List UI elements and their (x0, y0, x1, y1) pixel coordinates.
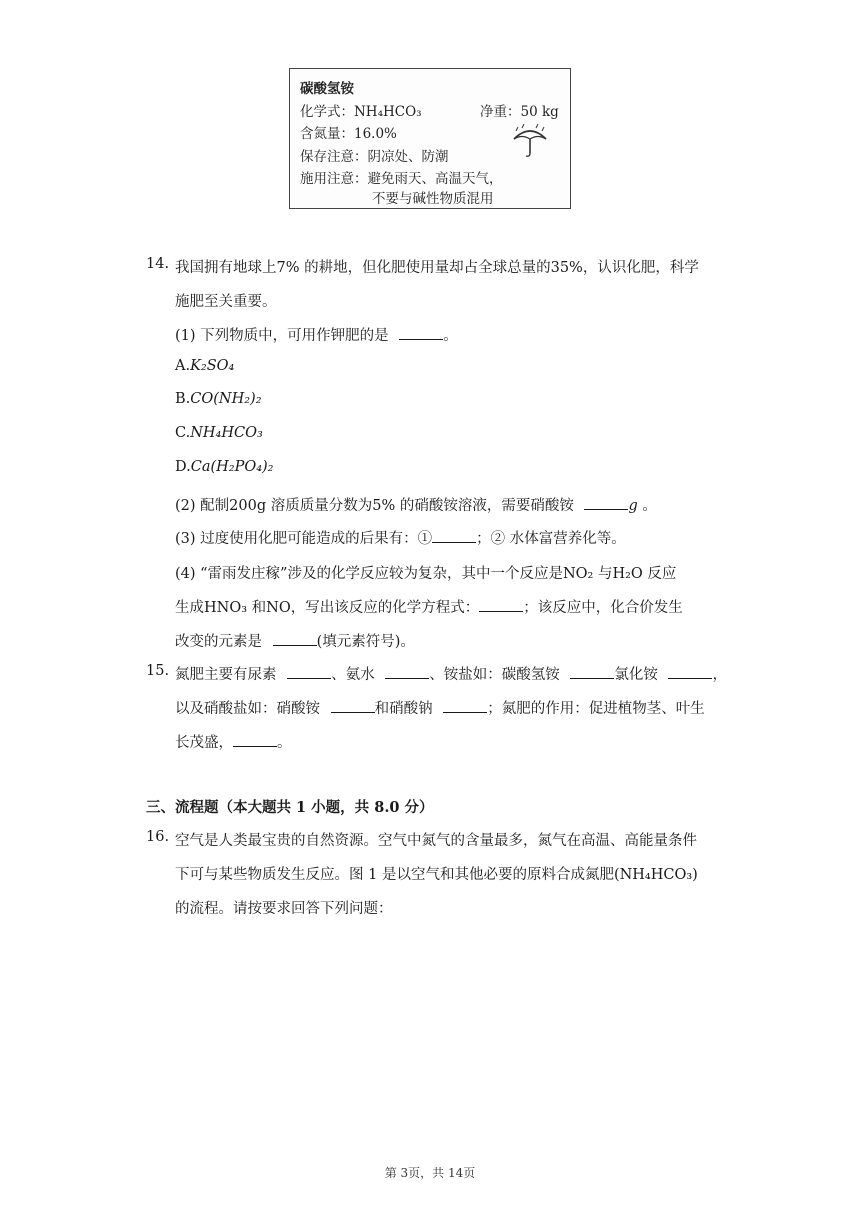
q15-text-f: 以及硝酸盐如：硝酸铵 (175, 701, 320, 717)
q14-part2 (175, 494, 657, 515)
q14-part1-text: (1) 下列物质中，可用作钾肥的是 (175, 328, 389, 344)
q14-part4-text-c: 改变的元素是 (175, 634, 262, 650)
q15-line3 (175, 731, 292, 752)
label-storage: 保存注意：阴凉处、防潮 (300, 149, 449, 165)
q14-part4-text-b: ；该反应中，化合价发生 (523, 600, 683, 616)
answer-blank[interactable] (479, 597, 523, 612)
answer-blank[interactable] (443, 698, 487, 713)
question-15-number: 15. (146, 663, 170, 679)
label-usage-line2: 不要与碱性物质混用 (372, 191, 494, 207)
label-formula: 化学式：NH₄HCO₃ (300, 104, 422, 120)
q15-text-g: 和硝酸钠 (374, 701, 433, 717)
q14-part1 (175, 324, 458, 345)
option-a-label: A. (175, 358, 191, 374)
q14-part2-text: (2) 配制200g 溶质质量分数为5% 的硝酸铵溶液，需要硝酸铵 (175, 498, 574, 514)
answer-blank[interactable] (432, 528, 476, 543)
answer-blank[interactable] (668, 664, 712, 679)
q14-part2-end: 。 (642, 498, 657, 514)
q15-text-h: ；氮肥的作用：促进植物茎、叶生 (487, 701, 705, 717)
option-c-label: C. (175, 425, 191, 441)
fertilizer-label-card (289, 68, 571, 209)
q15-text-c: 、铵盐如：碳酸氢铵 (429, 667, 560, 683)
question-14-number: 14. (146, 256, 170, 272)
q14-stem-line2: 施肥至关重要。 (175, 294, 277, 310)
option-d-label: D. (175, 459, 191, 475)
answer-blank[interactable] (584, 495, 628, 510)
option-a-formula: K₂SO₄ (190, 358, 235, 374)
answer-blank[interactable] (570, 664, 614, 679)
option-c-formula: NH₄HCO₃ (190, 425, 263, 441)
page-footer: 第 3页，共 14页 (384, 1166, 476, 1180)
q14-option-c[interactable] (175, 425, 263, 441)
q14-part2-unit: g (628, 498, 638, 514)
q15-line1 (175, 663, 727, 684)
option-b-formula: CO(NH₂)₂ (190, 391, 262, 407)
answer-blank[interactable] (331, 698, 375, 713)
label-title: 碳酸氢铵 (300, 81, 354, 97)
q16-line3: 的流程。请按要求回答下列问题： (175, 901, 393, 917)
q14-part4-line3 (175, 630, 415, 651)
q14-part3-text-b: ；② 水体富营养化等。 (476, 531, 626, 547)
answer-blank[interactable] (287, 664, 331, 679)
q14-option-b[interactable] (175, 391, 262, 407)
option-d-formula: Ca(H₂PO₄)₂ (190, 459, 274, 475)
answer-blank[interactable] (399, 325, 443, 340)
option-b-label: B. (175, 391, 191, 407)
q14-part4-line1: (4) “雷雨发庄稼”涉及的化学反应较为复杂，其中一个反应是NO₂ 与H₂O 反应 (175, 566, 677, 582)
umbrella-icon (510, 121, 550, 159)
q14-part3 (175, 527, 626, 548)
q15-text-j: 。 (277, 735, 292, 751)
question-16-number: 16. (146, 829, 170, 845)
q14-stem-line1: 我国拥有地球上7% 的耕地，但化肥使用量却占全球总量的35%，认识化肥，科学 (175, 260, 699, 276)
section-heading: 三、流程题（本大题共 1 小题，共 8.0 分） (146, 799, 434, 816)
answer-blank[interactable] (273, 631, 317, 646)
q15-text-i: 长茂盛， (175, 735, 233, 751)
q15-text-e: ， (712, 667, 727, 683)
q15-text-d: 氯化铵 (614, 667, 658, 683)
label-usage-line1: 施用注意：避免雨天、高温天气， (300, 171, 503, 187)
q14-part3-text-a: (3) 过度使用化肥可能造成的后果有：① (175, 531, 433, 547)
q14-part4-line2 (175, 596, 683, 617)
q14-option-a[interactable] (175, 358, 234, 374)
q14-part1-end: 。 (443, 328, 458, 344)
q15-text-a: 氮肥主要有尿素 (175, 667, 277, 683)
answer-blank[interactable] (385, 664, 429, 679)
label-nitrogen: 含氮量：16.0% (300, 126, 397, 142)
q15-text-b: 、氨水 (331, 667, 375, 683)
label-weight: 净重：50 kg (480, 104, 559, 120)
q16-line2: 下可与某些物质发生反应。图 1 是以空气和其他必要的原料合成氮肥(NH₄HCO₃) (175, 867, 698, 883)
answer-blank[interactable] (233, 732, 277, 747)
q14-part4-text-a: 生成HNO₃ 和NO，写出该反应的化学方程式： (175, 600, 480, 616)
q15-line2 (175, 697, 705, 718)
q16-line1: 空气是人类最宝贵的自然资源。空气中氮气的含量最多，氮气在高温、高能量条件 (175, 833, 697, 849)
q14-part4-text-d: (填元素符号)。 (316, 634, 415, 650)
q14-option-d[interactable] (175, 459, 274, 475)
